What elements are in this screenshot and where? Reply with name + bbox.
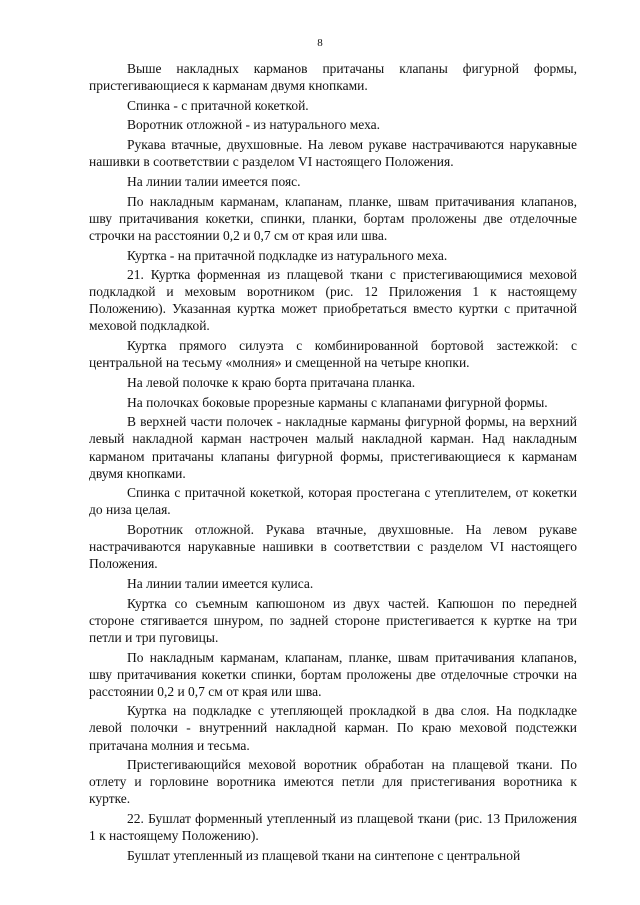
paragraph: По накладным карманам, клапанам, планке, швам притачивания клапанов, шву притачивания кокетки, спинки, планки, бортам проложены две отделочные строчки на расстоянии 0,2 и 0,7 см от края или шва. [89,193,577,243]
paragraph: Куртка - на притачной подкладке из натурального меха. [127,247,448,263]
paragraph: На линии талии имеется пояс. [127,173,301,189]
paragraph: Спинка с притачной кокеткой, которая простегана с утеплителем, от кокетки до низа целая. [89,485,577,518]
paragraph: 21. Куртка форменная из плащевой ткани с пристегивающимися меховой подкладкой и меховым воротником (рис. 12 Приложения 1 к настоящему Положению). Указанная куртка может приобретаться вместо куртки с притачной меховой подкладкой. [89,267,577,334]
paragraph: Воротник отложной. Рукава втачные, двухшовные. На левом рукаве настрачиваются нарукавные нашивки в соответствии с разделом VI настоящего Положения. [89,522,577,572]
paragraph: Воротник отложной - из натурального меха. [127,117,381,133]
paragraph: Пристегивающийся меховой воротник обработан на плащевой ткани. По отлету и горловине воротника имеются петли для пристегивания воротника к куртке. [89,757,577,807]
paragraph: Куртка со съемным капюшоном из двух частей. Капюшон по передней стороне стягивается шнуром, по задней стороне пристегивается к куртке на три петли и три пуговицы. [89,595,577,645]
paragraph: По накладным карманам, клапанам, планке, швам притачивания клапанов, шву притачивания кокетки спинки, бортам проложены две отделочные строчки на расстоянии 0,2 и 0,7 см от края или шва. [89,649,577,699]
paragraph: 22. Бушлат форменный утепленный из плащевой ткани (рис. 13 Приложения 1 к настоящему Положению). [89,811,577,844]
paragraph: В верхней части полочек - накладные карманы фигурной формы, на верхний левый накладной карман настрочен малый накладной карман. Над накладным карманом притачаны клапаны фигурной формы, пристегивающиеся к карманам двумя кнопками. [89,414,577,481]
paragraph: Куртка на подкладке с утепляющей прокладкой в два слоя. На подкладке левой полочки - внутренний накладной карман. По краю меховой подстежки притачана молния и тесьма. [89,703,577,753]
paragraph: На левой полочке к краю борта притачана планка. [127,374,416,390]
paragraph: На линии талии имеется кулиса. [127,575,314,591]
paragraph: Спинка - с притачной кокеткой. [127,97,309,113]
paragraph: Куртка прямого силуэта с комбинированной бортовой застежкой: с центральной на тесьму «молния» и смещенной на четыре кнопки. [89,338,577,371]
paragraph: Рукава втачные, двухшовные. На левом рукаве настрачиваются нарукавные нашивки в соответствии с разделом VI настоящего Положения. [89,137,577,170]
document-body [89,60,577,867]
page-number: 8 [317,37,323,49]
paragraph: Выше накладных карманов притачаны клапаны фигурной формы, пристегивающиеся к карманам двумя кнопками. [89,61,577,94]
paragraph: На полочках боковые прорезные карманы с клапанами фигурной формы. [127,394,548,410]
paragraph: Бушлат утепленный из плащевой ткани на синтепоне с центральной [127,847,521,863]
